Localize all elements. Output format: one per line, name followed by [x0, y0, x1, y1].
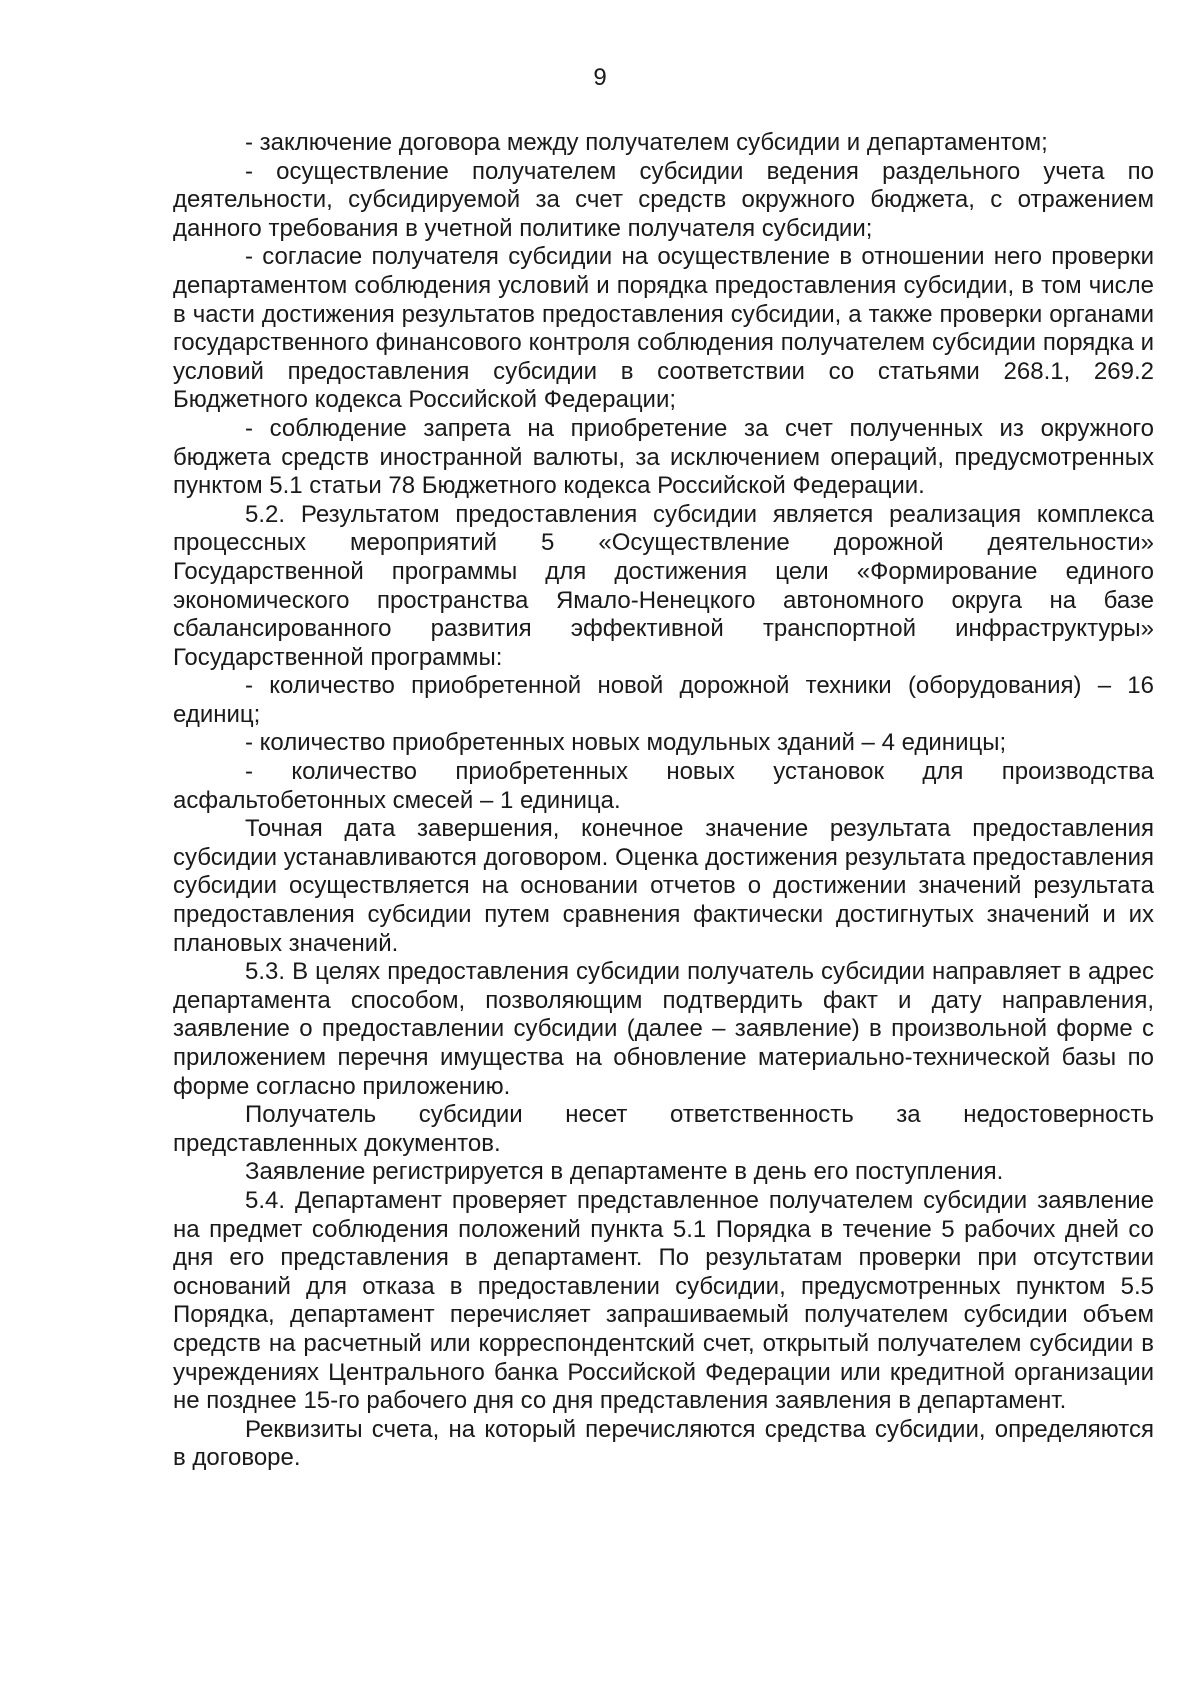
paragraph-result-evaluation: Точная дата завершения, конечное значение результата предоставления субсидии устанавливаются договором. Оценка достижения результата предоставления субсидии осуществляется на основании отчетов о достижении значений результата предоставления субсидии путем сравнения фактически достигнутых значений и их плановых значений. — [173, 815, 1154, 957]
paragraph-contract-conclusion: - заключение договора между получателем субсидии и департаментом; — [245, 129, 1048, 156]
paragraph-account-details: Реквизиты счета, на который перечисляются средства субсидии, определяются в договоре. — [173, 1415, 1154, 1472]
paragraph-consent-to-audit: - согласие получателя субсидии на осуществление в отношении него проверки департаментом соблюдения условий и порядка предоставления субсидии, в том числе в части достижения результатов предоставления субсидии, а также проверки органами государственного финансового контроля соблюдения получателем субсидии порядка и условий предоставления субсидии в соответствии со статьями 268.1, 269.2 Бюджетного кодекса Российской Федерации; — [173, 243, 1154, 414]
paragraph-currency-ban: - соблюдение запрета на приобретение за счет полученных из окружного бюджета средств иностранной валюты, за исключением операций, предусмотренных пунктом 5.1 статьи 78 Бюджетного кодекса Российской Федерации. — [173, 414, 1154, 500]
paragraph-responsibility: Получатель субсидии несет ответственность за недостоверность представленных документов. — [173, 1101, 1154, 1157]
paragraph-5-3-application: 5.3. В целях предоставления субсидии получатель субсидии направляет в адрес департамента способом, позволяющим подтвердить факт и дату направления, заявление о предоставлении субсидии (далее – заявление) в произвольной форме с приложением перечня имущества на обновление материально-технической базы по форме согласно приложению. — [173, 958, 1154, 1100]
paragraph-modular-buildings-count: - количество приобретенных новых модульных зданий – 4 единицы; — [245, 729, 1007, 757]
paragraph-5-2-result: 5.2. Результатом предоставления субсидии является реализация комплекса процессных мероприятий 5 «Осуществление дорожной деятельности» Государственной программы для достижения цели «Формирование единого экономического пространства Ямало-Ненецкого автономного округа на базе сбалансированного развития эффективной транспортной инфраструктуры» Государственной программы: — [173, 500, 1154, 671]
paragraph-registration: Заявление регистрируется в департаменте в день его поступления. — [245, 1158, 1004, 1186]
paragraph-road-equipment-count: - количество приобретенной новой дорожной техники (оборудования) – 16 единиц; — [173, 672, 1154, 728]
paragraph-asphalt-plants-count: - количество приобретенных новых установок для производства асфальтобетонных смесей – 1 единица. — [173, 758, 1154, 814]
paragraph-5-4-review: 5.4. Департамент проверяет представленное получателем субсидии заявление на предмет соблюдения положений пункта 5.1 Порядка в течение 5 рабочих дней со дня его представления в департамент. По результатам проверки при отсутствии оснований для отказа в предоставлении субсидии, предусмотренных пунктом 5.5 Порядка, департамент перечисляет запрашиваемый получателем субсидии объем средств на расчетный или корреспондентский счет, открытый получателем субсидии в учреждениях Центрального банка Российской Федерации или кредитной организации не позднее 15-го рабочего дня со дня представления заявления в департамент. — [173, 1186, 1154, 1415]
page-number: 9 — [593, 64, 607, 91]
paragraph-separate-accounting: - осуществление получателем субсидии ведения раздельного учета по деятельности, субсидируемой за счет средств окружного бюджета, с отражением данного требования в учетной политике получателя субсидии; — [173, 157, 1154, 242]
